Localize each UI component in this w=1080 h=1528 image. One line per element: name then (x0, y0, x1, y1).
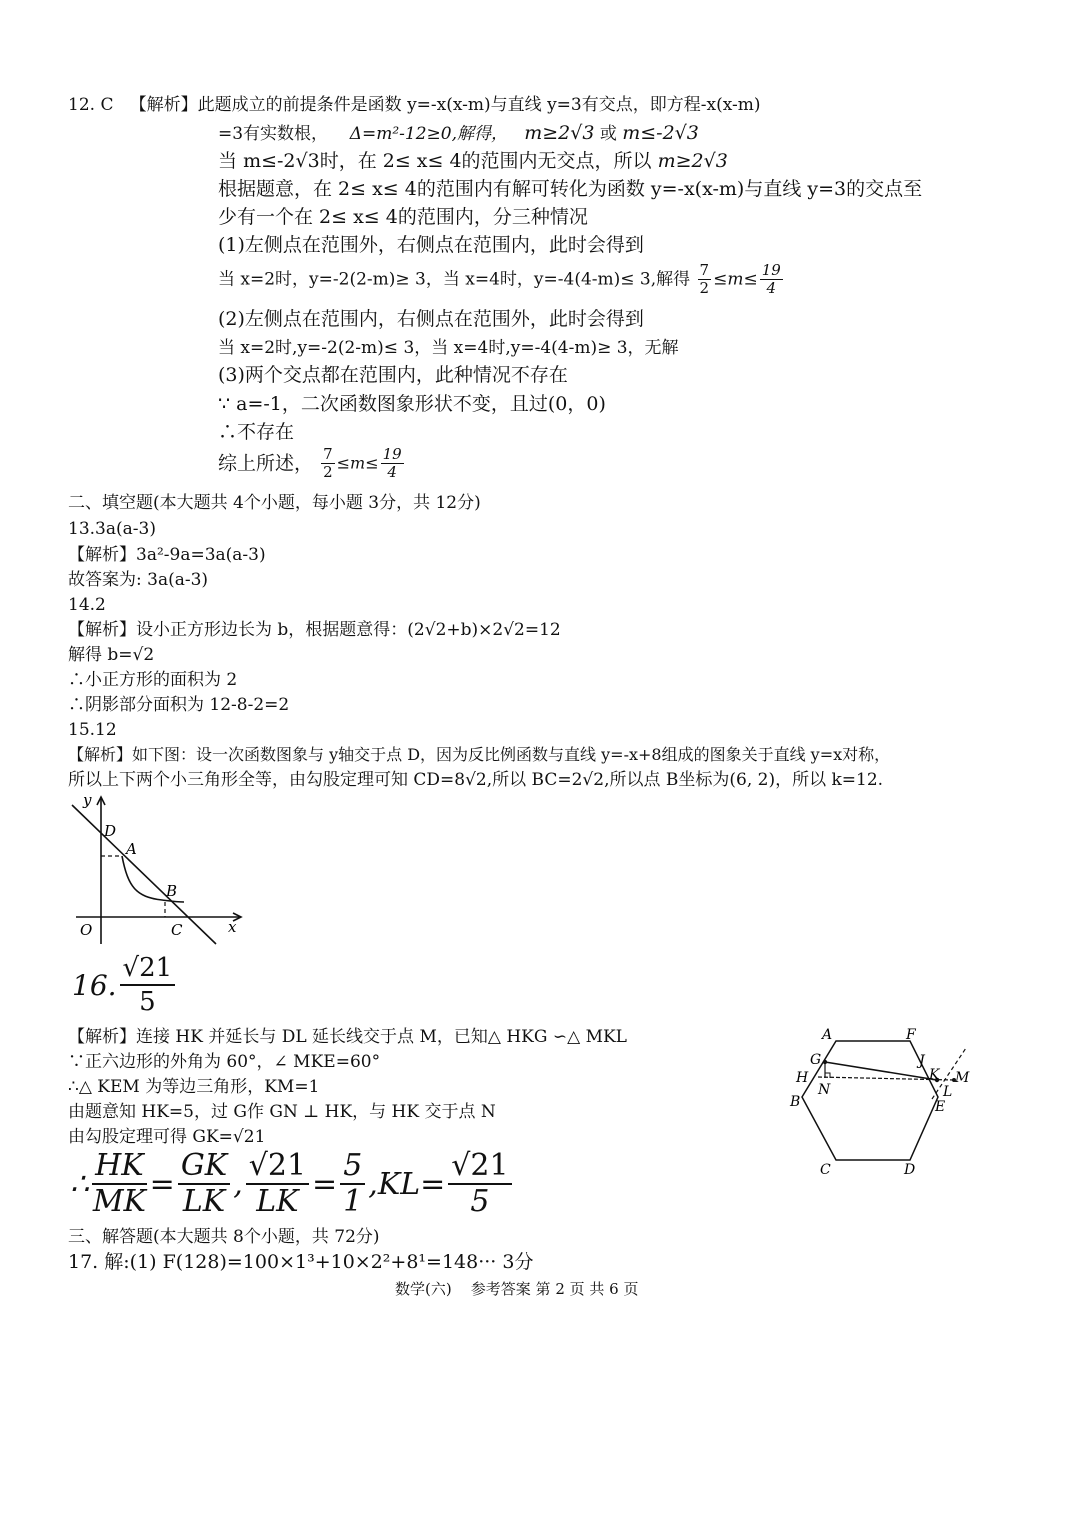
label-m: M (955, 1070, 970, 1086)
q12-l2d: 或 (599, 124, 617, 144)
label-a: A (126, 840, 137, 858)
label-a: A (822, 1027, 833, 1043)
frac-num: GK (178, 1149, 230, 1185)
label-b: B (790, 1094, 801, 1110)
q16-a1: 【解析】连接 HK 并延长与 DL 延长线交于点 M，已知△ HKG ∽△ MKL (68, 1027, 627, 1047)
q14-answer: 14.2 (68, 595, 106, 615)
q12-number: 12. C (68, 95, 114, 115)
section-2-heading: 二、填空题(本大题共 4个小题，每小题 3分，共 12分) (68, 493, 481, 513)
label-x: x (228, 918, 237, 936)
q12-l2c: m≥2√3 (524, 122, 595, 144)
label-f: F (906, 1027, 916, 1043)
q12-l2b: Δ=m²-12≥0,解得， (349, 124, 508, 144)
hexagon (802, 1041, 938, 1160)
q12-tag: 【解析】 (129, 95, 198, 115)
frac-num: 7 (699, 261, 710, 279)
label-h: H (796, 1070, 809, 1086)
page-footer: 数学(六) 参考答案 第 2 页 共 6 页 (395, 1280, 639, 1298)
frac-num: √21 (120, 952, 176, 986)
kl-equals: ,KL= (368, 1166, 446, 1202)
q12-summary-label: 综上所述， (218, 452, 314, 475)
q15-answer: 15.12 (68, 720, 117, 740)
q14-solve: 解得 b=√2 (68, 645, 155, 665)
label-j: J (919, 1053, 925, 1069)
q16-a5: 由勾股定理可得 GK=√21 (68, 1127, 266, 1147)
line-y-neg-x-plus-8 (72, 805, 216, 944)
q13-conclusion: 故答案为: 3a(a-3) (68, 570, 209, 590)
q12-line2 (218, 122, 699, 145)
q14-shade: ∴阴影部分面积为 12-8-2=2 (68, 695, 290, 715)
frac-den: MK (92, 1184, 146, 1219)
frac-den: 4 (387, 463, 397, 481)
therefore-sign: ∴ (70, 1166, 90, 1202)
q12-line4: 根据题意，在 2≤ x≤ 4的范围内有解可转化为函数 y=-x(x-m)与直线 y=3的交点至 (218, 178, 923, 200)
frac-gk-lk (178, 1149, 230, 1219)
q13-answer: 13.3a(a-3) (68, 519, 156, 539)
q12-l2a: =3有实数根， (218, 124, 329, 144)
frac-num: √21 (246, 1149, 309, 1185)
q12-case1: (1)左侧点在范围外，右侧点在范围内，此时会得到 (218, 234, 644, 256)
q12-line3 (218, 150, 728, 172)
q16-answer (72, 952, 178, 1018)
frac-den: 2 (699, 279, 710, 297)
frac-num: 7 (323, 445, 333, 463)
label-e: E (935, 1099, 946, 1115)
q12-l2e: m≤-2√3 (622, 122, 699, 144)
label-b: B (166, 882, 178, 900)
label-l: L (943, 1084, 953, 1100)
q17-line: 17. 解:(1) F(128)=100×1³+10×2²+8¹=148··· 3分 (68, 1251, 534, 1273)
q12-case2: (2)左侧点在范围内，右侧点在范围外，此时会得到 (218, 308, 644, 330)
frac-sqrt21-lk (246, 1149, 309, 1219)
q12-l3b: m≤-2√3时，在 2≤ x≤ 4的范围内无交点，所以 (243, 150, 652, 172)
q12-summary (218, 446, 406, 481)
frac-den: LK (256, 1184, 299, 1219)
frac-num: HK (92, 1149, 147, 1185)
q16-fraction (120, 952, 176, 1018)
q16-a3: ∴△ KEM 为等边三角形，KM=1 (68, 1077, 320, 1097)
label-c: C (820, 1162, 831, 1178)
q16-hexagon-figure (782, 1024, 982, 1180)
frac-den: 1 (343, 1184, 363, 1219)
frac-den: LK (182, 1184, 226, 1219)
frac-num: 19 (382, 445, 402, 463)
q14-area: ∴小正方形的面积为 2 (68, 670, 238, 690)
point-g (823, 1060, 827, 1064)
q12-l3a: 当 (218, 150, 238, 172)
label-d: D (904, 1162, 916, 1178)
q12-case1-detail (218, 262, 785, 297)
q12-case2-detail: 当 x=2时,y=-2(2-m)≤ 3，当 x=4时,y=-4(4-m)≥ 3，无解 (218, 338, 679, 358)
fraction-7-2 (698, 262, 712, 297)
frac-den: 2 (323, 463, 333, 481)
section-3-heading: 三、解答题(本大题共 8个小题，共 72分) (68, 1227, 380, 1247)
q12-therefore: ∴不存在 (218, 421, 295, 443)
q12-text1: 此题成立的前提条件是函数 y=-x(x-m)与直线 y=3有交点，即方程-x(x-m) (197, 95, 761, 115)
q14-analysis: 【解析】设小正方形边长为 b，根据题意得：(2√2+b)×2√2=12 (68, 620, 561, 640)
frac-den: 4 (766, 279, 777, 297)
q12-l3c: m≥2√3 (657, 150, 728, 172)
frac-num: 19 (761, 261, 781, 279)
frac-den: 5 (139, 987, 156, 1017)
label-g: G (810, 1052, 822, 1068)
label-k: K (929, 1067, 940, 1083)
frac-hk-mk (92, 1149, 147, 1219)
frac-num: 5 (340, 1149, 365, 1185)
label-n: N (818, 1082, 831, 1098)
leq-m-leq: ≤m≤ (336, 453, 379, 473)
label-y: y (83, 792, 92, 809)
q15-analysis2: 所以上下两个小三角形全等，由勾股定理可知 CD=8√2,所以 BC=2√2,所以点 B坐标为(6, 2)，所以 k=12. (68, 770, 884, 790)
frac-den: 5 (470, 1184, 490, 1219)
q16-a2: ∵正六边形的外角为 60°，∠ MKE=60° (68, 1052, 381, 1072)
fraction-19-4 (760, 262, 783, 297)
q12-line1 (68, 94, 761, 116)
q15-figure (66, 792, 256, 948)
q16-a4: 由题意知 HK=5，过 G作 GN ⊥ HK，与 HK 交于点 N (68, 1102, 496, 1122)
label-d: D (104, 822, 117, 840)
frac-5-1 (340, 1149, 365, 1219)
label-o: O (80, 921, 93, 939)
q13-analysis: 【解析】3a²-9a=3a(a-3) (68, 545, 266, 565)
q12-because: ∵ a=-1，二次函数图象形状不变，且过(0，0) (218, 393, 606, 415)
q15-analysis1: 【解析】如下图：设一次函数图象与 y轴交于点 D，因为反比例函数与直线 y=-x+8组成的图象关于直线 y=x对称， (68, 745, 891, 764)
frac-num: √21 (448, 1149, 511, 1185)
frac-sqrt21-5 (448, 1149, 511, 1219)
q12-c1d: 当 x=2时，y=-2(2-m)≥ 3，当 x=4时，y=-4(4-m)≤ 3,解得 (218, 269, 691, 290)
q12-line5: 少有一个在 2≤ x≤ 4的范围内，分三种情况 (218, 206, 588, 228)
q16-ratio: ∴ $\frac{HK}{MK}$ = $\frac{GK}{LK}$ , $\frac{√21}{LK}$ = $\frac{5}{1}$ ,KL= $\frac{√21}{5}$ (70, 1149, 515, 1219)
q16-number: 16. (72, 968, 117, 1002)
fraction-7-2 (321, 446, 335, 481)
label-c: C (171, 921, 183, 939)
q12-case3: (3)两个交点都在范围内，此种情况不存在 (218, 364, 568, 386)
leq-m-leq: ≤m≤ (713, 269, 758, 290)
fraction-19-4 (381, 446, 404, 481)
